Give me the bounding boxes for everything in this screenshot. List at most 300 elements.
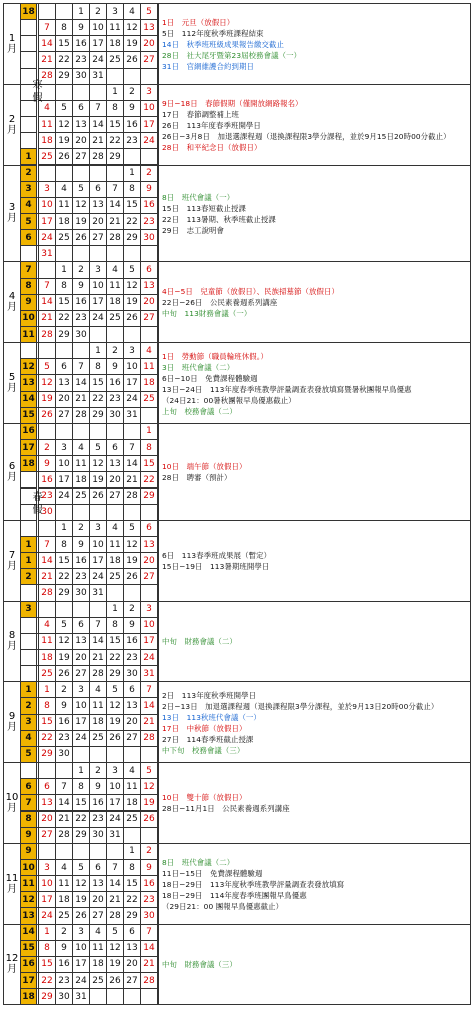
day-cell: 21	[55, 811, 73, 828]
day-cell: 10	[55, 455, 73, 472]
month-events	[158, 423, 471, 521]
day-cell: 26	[38, 407, 56, 424]
day-cell	[106, 584, 124, 601]
day-cell: 7	[38, 536, 56, 553]
day-cell: 2	[89, 3, 107, 20]
day-cell: 1	[89, 342, 107, 359]
day-cell: 21	[38, 51, 56, 68]
day-cell: 21	[140, 714, 158, 731]
day-cell: 12	[123, 536, 141, 553]
day-cell: 4	[106, 520, 124, 537]
day-cell: 12	[38, 374, 56, 391]
day-cell: 28	[106, 229, 124, 246]
event-line: 18日−29日 114年度春季班團報早鳥優惠	[162, 890, 307, 900]
day-cell: 11	[38, 116, 56, 133]
month-events	[158, 924, 471, 1006]
day-cell: 19	[123, 35, 141, 52]
event-line: （24日21：00暑秋團報早鳥優惠截止）	[162, 395, 296, 405]
day-cell: 1	[38, 681, 56, 698]
day-cell	[72, 84, 90, 101]
day-cell: 5	[106, 681, 124, 698]
day-cell: 13	[38, 794, 56, 811]
day-cell: 11	[140, 358, 158, 375]
day-cell: 29	[123, 229, 141, 246]
day-cell: 16	[123, 116, 141, 133]
day-cell	[89, 165, 107, 182]
event-line: 18日−29日 113年度秋季班教學評量調查表發放填寫	[162, 879, 345, 889]
week-number: 3	[20, 714, 37, 731]
day-cell: 3	[89, 261, 107, 278]
month-label-text: 7	[8, 549, 16, 561]
semester-cell	[36, 423, 39, 440]
week-number	[20, 520, 37, 537]
day-cell: 20	[89, 213, 107, 230]
week-number: 17	[20, 439, 37, 456]
day-cell: 11	[89, 697, 107, 714]
day-cell: 8	[72, 778, 90, 795]
day-cell: 3	[38, 181, 56, 198]
semester-cell	[36, 811, 39, 828]
semester-cell	[36, 536, 39, 553]
day-cell: 4	[55, 181, 73, 198]
day-cell: 11	[106, 536, 124, 553]
day-cell: 31	[38, 245, 56, 262]
semester-cell	[36, 988, 39, 1005]
day-cell: 8	[106, 100, 124, 117]
event-line: 13日 113秋班代會議（一）	[162, 712, 261, 722]
day-cell	[106, 423, 124, 440]
day-cell: 11	[106, 19, 124, 36]
day-cell: 3	[123, 342, 141, 359]
day-cell	[38, 520, 56, 537]
day-cell: 28	[89, 148, 107, 165]
day-cell: 30	[55, 988, 73, 1005]
week-number: 17	[20, 972, 37, 989]
day-cell: 25	[38, 665, 56, 682]
semester-break-label	[32, 471, 43, 537]
day-cell: 22	[72, 811, 90, 828]
semester-cell	[36, 891, 39, 908]
semester-cell	[36, 310, 39, 327]
day-cell: 13	[123, 940, 141, 957]
week-number: 13	[20, 907, 37, 924]
day-cell: 17	[89, 35, 107, 52]
day-cell: 21	[38, 310, 56, 327]
day-cell: 3	[140, 84, 158, 101]
day-cell: 8	[38, 940, 56, 957]
day-cell: 16	[72, 35, 90, 52]
day-cell: 31	[89, 584, 107, 601]
event-line: 11日−15日 免費課程體驗週	[162, 868, 263, 878]
week-number: 2	[20, 568, 37, 585]
day-cell: 10	[123, 358, 141, 375]
semester-cell	[36, 245, 39, 262]
day-cell: 11	[89, 940, 107, 957]
week-number: 3	[20, 601, 37, 618]
semester-cell	[36, 794, 39, 811]
month-events	[158, 520, 471, 602]
day-cell: 8	[55, 19, 73, 36]
month-label	[3, 342, 21, 424]
day-cell: 26	[72, 229, 90, 246]
month-label-text: 2	[8, 113, 16, 125]
day-cell: 18	[140, 374, 158, 391]
day-cell: 17	[123, 374, 141, 391]
day-cell	[55, 342, 73, 359]
day-cell: 20	[72, 132, 90, 149]
day-cell: 7	[38, 278, 56, 295]
day-cell	[89, 245, 107, 262]
day-cell: 6	[89, 181, 107, 198]
day-cell: 1	[55, 520, 73, 537]
day-cell: 22	[123, 891, 141, 908]
day-cell: 23	[55, 972, 73, 989]
day-cell: 17	[89, 294, 107, 311]
day-cell: 18	[89, 714, 107, 731]
day-cell	[38, 601, 56, 618]
event-line: 8日 班代會議（一）	[162, 192, 235, 202]
day-cell	[123, 326, 141, 343]
month-label-text: 1	[8, 32, 16, 44]
semester-cell	[36, 762, 39, 779]
day-cell: 2	[72, 261, 90, 278]
day-cell: 6	[140, 520, 158, 537]
day-cell	[106, 165, 124, 182]
day-cell: 29	[106, 148, 124, 165]
week-number: 8	[20, 811, 37, 828]
day-cell: 26	[89, 488, 107, 505]
day-cell: 13	[72, 116, 90, 133]
day-cell: 6	[72, 617, 90, 634]
event-line: 28日 和平紀念日（放假日）	[162, 142, 262, 152]
day-cell	[55, 245, 73, 262]
month-label-text: 4	[8, 291, 16, 303]
day-cell: 22	[106, 649, 124, 666]
day-cell	[55, 762, 73, 779]
day-cell: 30	[123, 665, 141, 682]
day-cell: 19	[55, 132, 73, 149]
day-cell: 5	[55, 617, 73, 634]
semester-cell	[36, 294, 39, 311]
day-cell: 10	[89, 278, 107, 295]
day-cell: 2	[140, 843, 158, 860]
event-line: 10日 雙十節（放假日）	[162, 793, 247, 803]
month-events	[158, 762, 471, 844]
semester-cell	[36, 213, 39, 230]
day-cell: 18	[89, 956, 107, 973]
day-cell	[123, 746, 141, 763]
day-cell: 13	[72, 633, 90, 650]
week-number: 9	[20, 843, 37, 860]
day-cell: 15	[55, 294, 73, 311]
day-cell: 15	[38, 956, 56, 973]
event-line: 28日 社大尾牙暨第23屆校務會議（一）	[162, 50, 302, 60]
month-label	[3, 762, 21, 844]
day-cell: 4	[38, 617, 56, 634]
semester-cell	[36, 181, 39, 198]
month-label-text: 5	[8, 372, 16, 384]
day-cell	[123, 988, 141, 1005]
day-cell	[140, 988, 158, 1005]
day-cell: 10	[89, 19, 107, 36]
month-events	[158, 261, 471, 343]
day-cell: 7	[38, 19, 56, 36]
day-cell	[72, 601, 90, 618]
day-cell: 2	[89, 762, 107, 779]
day-cell	[123, 504, 141, 521]
event-line: 15日 113春短截止授課	[162, 203, 246, 213]
day-cell: 27	[106, 488, 124, 505]
day-cell: 24	[106, 811, 124, 828]
day-cell: 11	[55, 197, 73, 214]
month-label	[3, 601, 21, 683]
day-cell: 12	[140, 778, 158, 795]
day-cell: 11	[55, 875, 73, 892]
day-cell: 4	[89, 681, 107, 698]
day-cell: 23	[72, 310, 90, 327]
day-cell: 6	[106, 439, 124, 456]
day-cell: 28	[38, 326, 56, 343]
month-label	[3, 261, 21, 343]
week-number: 4	[20, 197, 37, 214]
semester-cell	[36, 439, 39, 456]
day-cell: 1	[72, 3, 90, 20]
day-cell: 9	[106, 358, 124, 375]
day-cell: 17	[38, 213, 56, 230]
day-cell: 13	[89, 197, 107, 214]
day-cell: 3	[89, 520, 107, 537]
month-label-text: 月	[7, 383, 17, 395]
day-cell: 26	[106, 972, 124, 989]
day-cell	[123, 423, 141, 440]
event-line: 15日−19日 113暑期班開學日	[162, 562, 270, 572]
month-label-text: 月	[7, 802, 17, 814]
event-line: 8日 班代會議（二）	[162, 857, 235, 867]
event-line: 2日 113年度秋季班開學日	[162, 690, 257, 700]
day-cell: 9	[123, 617, 141, 634]
month-label-text: 月	[7, 560, 17, 572]
month-label-text: 月	[7, 641, 17, 653]
day-cell: 29	[55, 68, 73, 85]
day-cell: 4	[123, 762, 141, 779]
semester-cell	[36, 601, 39, 618]
day-cell: 26	[123, 568, 141, 585]
day-cell: 15	[55, 35, 73, 52]
day-cell: 26	[55, 148, 73, 165]
day-cell: 14	[38, 294, 56, 311]
semester-break-text: 假	[32, 93, 43, 105]
event-line: 29日 志工說明會	[162, 225, 225, 235]
day-cell: 8	[89, 358, 107, 375]
semester-cell	[36, 552, 39, 569]
day-cell: 1	[55, 261, 73, 278]
week-number: 11	[20, 326, 37, 343]
day-cell: 15	[123, 197, 141, 214]
day-cell: 13	[140, 278, 158, 295]
day-cell: 3	[55, 439, 73, 456]
day-cell: 15	[72, 794, 90, 811]
day-cell	[106, 245, 124, 262]
week-number	[20, 471, 37, 488]
day-cell	[72, 245, 90, 262]
day-cell: 27	[89, 229, 107, 246]
day-cell: 17	[55, 471, 73, 488]
day-cell: 9	[72, 536, 90, 553]
day-cell: 8	[106, 617, 124, 634]
event-line: 上旬 校務會議（二）	[162, 406, 237, 416]
day-cell: 7	[55, 778, 73, 795]
semester-cell	[36, 778, 39, 795]
day-cell: 25	[106, 51, 124, 68]
day-cell	[38, 3, 56, 20]
day-cell: 14	[38, 35, 56, 52]
day-cell: 20	[123, 956, 141, 973]
semester-cell	[36, 827, 39, 844]
day-cell: 7	[140, 681, 158, 698]
day-cell: 4	[38, 100, 56, 117]
month-label-text: 月	[7, 722, 17, 734]
month-label	[3, 423, 21, 521]
day-cell: 31	[89, 68, 107, 85]
month-events	[158, 601, 471, 683]
semester-break-text: 寒	[32, 80, 43, 92]
semester-cell	[36, 278, 39, 295]
month-label	[3, 924, 21, 1006]
event-line: 9日−18日 春節假期（僅開放網路報名）	[162, 98, 303, 108]
day-cell: 21	[89, 132, 107, 149]
week-number	[20, 51, 37, 68]
semester-cell	[36, 697, 39, 714]
day-cell: 24	[72, 730, 90, 747]
event-line: 10日 端午節（放假日）	[162, 462, 247, 472]
week-number	[20, 584, 37, 601]
day-cell: 30	[89, 827, 107, 844]
day-cell: 1	[38, 924, 56, 941]
day-cell	[55, 423, 73, 440]
day-cell: 2	[55, 681, 73, 698]
event-line: 3日 班代會議（二）	[162, 362, 235, 372]
day-cell: 17	[140, 116, 158, 133]
day-cell	[38, 762, 56, 779]
day-cell: 7	[89, 617, 107, 634]
day-cell: 19	[123, 552, 141, 569]
day-cell: 15	[89, 374, 107, 391]
day-cell: 25	[106, 568, 124, 585]
month-label-text: 3	[8, 202, 16, 214]
semester-cell	[36, 391, 39, 408]
day-cell: 19	[140, 794, 158, 811]
day-cell: 1	[106, 84, 124, 101]
day-cell: 1	[106, 601, 124, 618]
day-cell: 14	[72, 374, 90, 391]
day-cell: 13	[106, 455, 124, 472]
day-cell: 12	[123, 19, 141, 36]
day-cell: 13	[89, 875, 107, 892]
month-label	[3, 520, 21, 602]
day-cell: 21	[38, 568, 56, 585]
day-cell	[140, 326, 158, 343]
day-cell: 10	[106, 778, 124, 795]
day-cell: 15	[55, 552, 73, 569]
day-cell	[106, 504, 124, 521]
day-cell: 2	[123, 601, 141, 618]
day-cell	[38, 261, 56, 278]
day-cell: 9	[140, 181, 158, 198]
event-line: 27日 114春季班截止授課	[162, 734, 254, 744]
day-cell: 4	[123, 3, 141, 20]
day-cell: 16	[89, 794, 107, 811]
day-cell: 5	[72, 859, 90, 876]
semester-cell	[36, 649, 39, 666]
day-cell	[55, 843, 73, 860]
day-cell: 11	[38, 633, 56, 650]
week-number: 7	[20, 261, 37, 278]
week-number: 4	[20, 730, 37, 747]
day-cell: 30	[55, 746, 73, 763]
day-cell: 5	[106, 924, 124, 941]
day-cell: 14	[38, 552, 56, 569]
day-cell: 22	[38, 972, 56, 989]
event-line: 17日 中秋節（放假日）	[162, 723, 247, 733]
day-cell: 24	[123, 391, 141, 408]
week-number: 2	[20, 165, 37, 182]
week-number: 15	[20, 940, 37, 957]
day-cell	[38, 423, 56, 440]
day-cell	[140, 68, 158, 85]
week-number	[20, 245, 37, 262]
day-cell: 7	[72, 358, 90, 375]
day-cell: 9	[55, 697, 73, 714]
day-cell: 18	[55, 891, 73, 908]
day-cell: 26	[55, 665, 73, 682]
day-cell: 27	[123, 972, 141, 989]
day-cell: 5	[38, 358, 56, 375]
day-cell: 14	[106, 197, 124, 214]
week-number	[20, 116, 37, 133]
day-cell: 25	[140, 391, 158, 408]
week-number: 1	[20, 552, 37, 569]
day-cell: 6	[123, 924, 141, 941]
day-cell: 16	[38, 471, 56, 488]
day-cell: 13	[123, 697, 141, 714]
day-cell: 21	[106, 213, 124, 230]
day-cell: 12	[72, 875, 90, 892]
day-cell: 29	[106, 665, 124, 682]
week-number: 11	[20, 875, 37, 892]
week-number: 3	[20, 181, 37, 198]
day-cell: 14	[89, 633, 107, 650]
week-number: 18	[20, 988, 37, 1005]
day-cell: 4	[89, 924, 107, 941]
semester-cell	[36, 681, 39, 698]
day-cell	[140, 584, 158, 601]
week-number: 5	[20, 746, 37, 763]
day-cell: 24	[38, 229, 56, 246]
day-cell: 24	[89, 310, 107, 327]
day-cell: 10	[140, 100, 158, 117]
day-cell: 7	[106, 181, 124, 198]
day-cell: 5	[140, 762, 158, 779]
semester-cell	[36, 229, 39, 246]
day-cell: 28	[123, 488, 141, 505]
day-cell: 12	[55, 116, 73, 133]
day-cell: 7	[89, 100, 107, 117]
day-cell	[38, 165, 56, 182]
day-cell: 23	[140, 213, 158, 230]
event-line: 2日−13日 加退選課程週（退換課程限3學分課程，並於9月13日20時00分截止）	[162, 701, 439, 711]
day-cell: 21	[140, 956, 158, 973]
day-cell	[140, 827, 158, 844]
